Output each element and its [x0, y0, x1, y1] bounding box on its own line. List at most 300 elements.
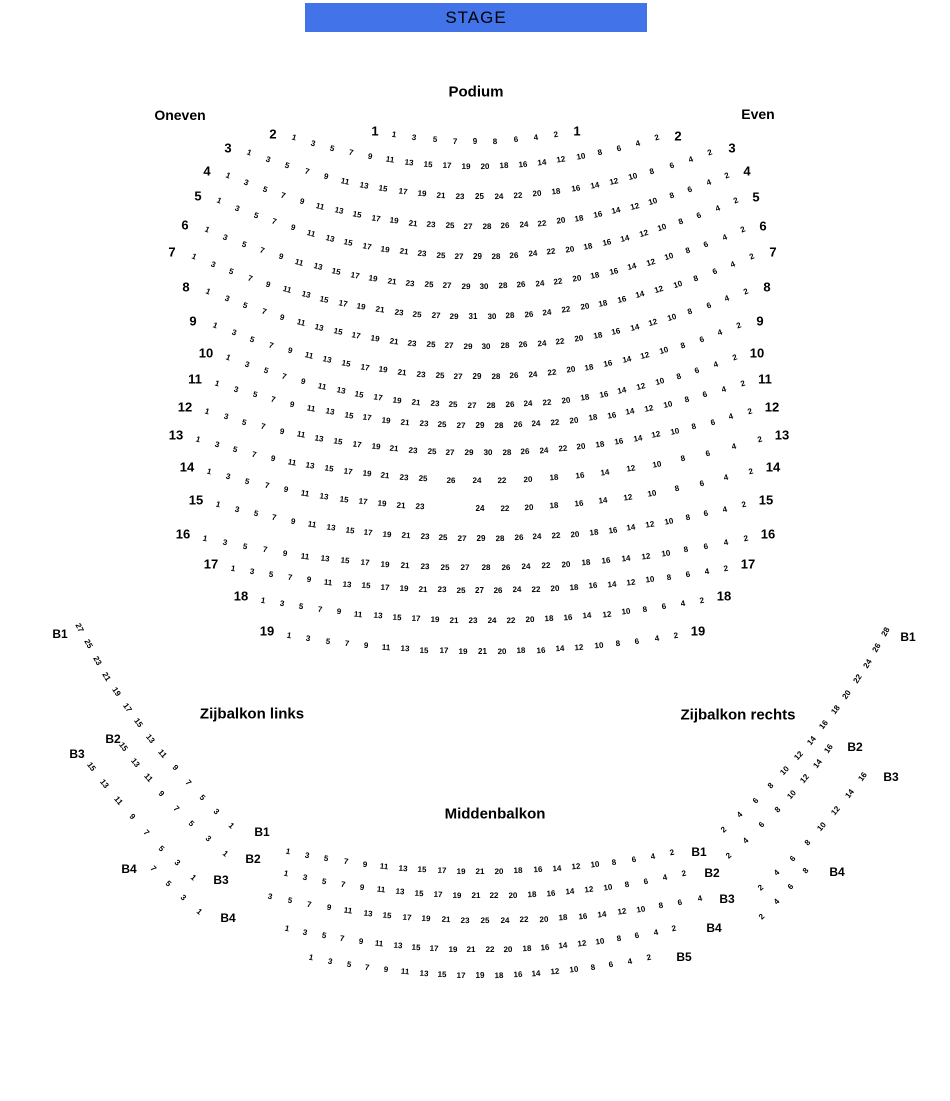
seat[interactable]: 6 [634, 636, 641, 647]
seat[interactable]: 23 [90, 654, 104, 667]
seat[interactable]: 4 [627, 956, 634, 967]
seat[interactable]: 7 [246, 273, 254, 284]
seat[interactable]: 4 [716, 327, 724, 338]
seat[interactable]: 24 [512, 585, 522, 595]
seat[interactable]: 24 [528, 369, 538, 380]
seat[interactable]: 22 [851, 672, 864, 686]
seat[interactable]: 12 [576, 938, 587, 949]
seat[interactable]: 18 [513, 866, 523, 876]
seat[interactable]: 28 [501, 447, 512, 457]
seat[interactable]: 20 [523, 474, 533, 484]
seat[interactable]: 17 [349, 269, 361, 281]
seat[interactable]: 24 [518, 219, 529, 230]
seat[interactable]: 15 [338, 494, 349, 505]
seat[interactable]: 19 [110, 685, 124, 699]
seat[interactable]: 4 [712, 359, 720, 370]
seat[interactable]: 15 [378, 183, 389, 195]
seat[interactable]: 17 [429, 943, 440, 954]
seat[interactable]: 7 [141, 828, 152, 838]
seat[interactable]: 6 [702, 541, 709, 552]
seat[interactable]: 6 [703, 508, 710, 519]
seat[interactable]: 8 [611, 857, 618, 868]
seat[interactable]: 6 [634, 930, 641, 941]
seat[interactable]: 21 [397, 367, 408, 378]
seat[interactable]: 2 [756, 434, 764, 445]
seat[interactable]: 18 [516, 646, 526, 656]
seat[interactable]: 14 [632, 433, 643, 444]
seat[interactable]: 3 [266, 891, 274, 902]
seat[interactable]: 5 [252, 210, 260, 221]
seat[interactable]: 20 [573, 333, 585, 344]
seat[interactable]: 7 [344, 638, 350, 649]
seat[interactable]: 11 [156, 747, 169, 760]
seat[interactable]: 6 [693, 365, 701, 376]
seat[interactable]: 10 [595, 936, 606, 947]
seat[interactable]: 5 [431, 135, 438, 145]
seat[interactable]: 18 [587, 412, 598, 423]
seat[interactable]: 7 [348, 148, 355, 158]
seat[interactable]: 14 [589, 180, 600, 191]
seat[interactable]: 4 [634, 138, 642, 149]
seat[interactable]: 2 [724, 850, 734, 861]
seat[interactable]: 18 [592, 330, 603, 341]
seat[interactable]: 12 [584, 884, 595, 895]
seat[interactable]: 11 [340, 176, 351, 187]
seat[interactable]: 23 [426, 219, 437, 230]
seat[interactable]: 2 [698, 595, 705, 606]
seat[interactable]: 1 [285, 846, 292, 857]
seat[interactable]: 1 [260, 595, 267, 606]
seat[interactable]: 10 [654, 376, 666, 388]
seat[interactable]: 24 [487, 615, 497, 625]
seat[interactable]: 10 [620, 606, 631, 617]
seat[interactable]: 23 [436, 585, 447, 595]
seat[interactable]: 3 [209, 259, 217, 270]
seat[interactable]: 20 [560, 395, 571, 406]
seat[interactable]: 20 [494, 866, 504, 876]
seat[interactable]: 3 [221, 232, 230, 243]
seat[interactable]: 11 [379, 861, 389, 872]
seat[interactable]: 3 [264, 154, 272, 165]
seat[interactable]: 6 [701, 389, 709, 400]
seat[interactable]: 23 [407, 338, 417, 349]
seat[interactable]: 9 [362, 859, 368, 869]
seat[interactable]: 16 [601, 237, 612, 248]
seat[interactable]: 16 [573, 498, 584, 509]
seat[interactable]: 2 [747, 466, 755, 477]
seat[interactable]: 12 [639, 349, 651, 361]
seat[interactable]: 18 [549, 472, 559, 483]
seat[interactable]: 1 [224, 170, 232, 181]
seat[interactable]: 4 [741, 835, 751, 846]
seat[interactable]: 8 [624, 879, 630, 890]
seat[interactable]: 10 [590, 859, 601, 870]
seat[interactable]: 6 [686, 184, 694, 195]
seat[interactable]: 1 [194, 906, 204, 917]
seat[interactable]: 3 [242, 177, 251, 188]
seat[interactable]: 12 [791, 749, 805, 762]
seat[interactable]: 27 [456, 420, 466, 430]
seat[interactable]: 5 [320, 876, 327, 886]
seat[interactable]: 11 [300, 550, 311, 562]
seat[interactable]: 16 [512, 969, 523, 980]
seat[interactable]: 2 [719, 824, 729, 835]
seat[interactable]: 14 [600, 467, 611, 478]
seat[interactable]: 17 [442, 161, 452, 171]
seat[interactable]: 13 [305, 460, 316, 471]
seat[interactable]: 17 [351, 439, 362, 450]
seat[interactable]: 24 [494, 191, 504, 201]
seat[interactable]: 23 [408, 445, 418, 455]
seat[interactable]: 7 [452, 136, 458, 146]
seat[interactable]: 8 [492, 136, 498, 146]
seat[interactable]: 6 [677, 897, 684, 908]
seat[interactable]: 8 [641, 604, 648, 615]
seat[interactable]: 4 [687, 154, 695, 165]
seat[interactable]: 23 [415, 501, 426, 512]
seat[interactable]: 18 [569, 582, 580, 593]
seat[interactable]: 15 [132, 716, 145, 730]
seat[interactable]: 18 [580, 557, 591, 568]
seat[interactable]: 13 [359, 180, 370, 191]
seat[interactable]: 30 [487, 311, 497, 321]
seat[interactable]: 4 [722, 537, 729, 548]
seat[interactable]: 9 [289, 399, 296, 409]
seat[interactable]: 23 [399, 472, 409, 483]
seat[interactable]: 4 [771, 868, 782, 878]
seat[interactable]: 15 [324, 463, 335, 474]
seat[interactable]: 8 [589, 962, 596, 973]
seat[interactable]: 7 [267, 340, 275, 350]
seat[interactable]: 16 [535, 645, 546, 655]
seat[interactable]: 15 [344, 524, 355, 536]
seat[interactable]: 24 [542, 307, 553, 318]
seat[interactable]: 15 [333, 436, 344, 447]
seat[interactable]: 24 [537, 338, 547, 349]
seat[interactable]: 13 [398, 863, 409, 874]
seat[interactable]: 24 [527, 249, 538, 259]
seat[interactable]: 7 [260, 421, 267, 432]
seat[interactable]: 1 [391, 129, 398, 140]
seat[interactable]: 7 [280, 190, 288, 201]
seat[interactable]: 24 [539, 445, 549, 455]
seat[interactable]: 11 [353, 609, 364, 620]
seat[interactable]: 4 [704, 177, 713, 188]
seat[interactable]: 14 [621, 354, 632, 366]
seat[interactable]: 4 [649, 851, 656, 861]
seat[interactable]: 2 [746, 406, 754, 417]
seat[interactable]: 19 [369, 333, 381, 344]
seat[interactable]: 8 [675, 371, 682, 382]
seat[interactable]: 7 [260, 306, 268, 317]
seat[interactable]: 16 [577, 911, 588, 922]
seat[interactable]: 16 [817, 718, 831, 732]
seat[interactable]: 18 [499, 161, 509, 171]
seat[interactable]: 26 [500, 562, 511, 572]
seat[interactable]: 16 [574, 470, 585, 481]
seat[interactable]: 4 [735, 810, 745, 820]
seat[interactable]: 21 [441, 914, 451, 925]
seat[interactable]: 11 [306, 227, 317, 239]
seat[interactable]: 4 [653, 633, 660, 644]
seat[interactable]: 25 [438, 533, 449, 543]
seat[interactable]: 8 [673, 484, 681, 494]
seat[interactable]: 21 [466, 944, 476, 954]
seat[interactable]: 10 [778, 764, 791, 777]
seat[interactable]: 18 [588, 527, 599, 538]
seat[interactable]: 15 [85, 760, 98, 773]
seat[interactable]: 17 [351, 330, 362, 341]
seat[interactable]: 26 [516, 279, 526, 290]
seat[interactable]: 10 [662, 398, 674, 410]
seat[interactable]: 13 [144, 731, 157, 745]
seat[interactable]: 12 [653, 284, 665, 296]
seat[interactable]: 28 [481, 562, 491, 572]
seat[interactable]: 12 [644, 256, 656, 268]
seat[interactable]: 14 [634, 289, 646, 301]
seat[interactable]: 23 [460, 915, 471, 925]
seat[interactable]: 2 [740, 499, 748, 510]
seat[interactable]: 8 [765, 780, 776, 791]
seat[interactable]: 11 [374, 938, 384, 949]
seat[interactable]: 20 [525, 614, 535, 625]
seat[interactable]: 18 [544, 613, 554, 624]
seat[interactable]: 14 [607, 579, 618, 590]
seat[interactable]: 27 [453, 371, 463, 381]
seat[interactable]: 21 [407, 218, 418, 229]
seat[interactable]: 16 [616, 294, 628, 305]
seat[interactable]: 12 [829, 804, 843, 817]
seat[interactable]: 14 [610, 205, 622, 217]
seat[interactable]: 9 [156, 788, 167, 798]
seat[interactable]: 10 [663, 251, 675, 263]
seat[interactable]: 2 [742, 286, 750, 297]
seat[interactable]: 16 [856, 770, 869, 783]
seat[interactable]: 6 [709, 417, 716, 427]
seat[interactable]: 8 [615, 933, 622, 944]
seat[interactable]: 10 [627, 171, 639, 183]
seat[interactable]: 1 [205, 466, 213, 477]
seat[interactable]: 14 [565, 886, 576, 897]
seat[interactable]: 22 [555, 336, 566, 347]
seat[interactable]: 2 [653, 132, 661, 143]
seat[interactable]: 15 [411, 942, 421, 952]
seat[interactable]: 12 [622, 492, 633, 503]
seat[interactable]: 10 [568, 964, 579, 975]
seat[interactable]: 13 [324, 406, 335, 418]
seat[interactable]: 19 [398, 583, 409, 594]
seat[interactable]: 16 [613, 436, 624, 447]
seat[interactable]: 8 [679, 340, 687, 350]
seat[interactable]: 12 [644, 519, 656, 530]
seat[interactable]: 28 [486, 400, 496, 410]
seat[interactable]: 28 [505, 310, 515, 321]
seat[interactable]: 4 [704, 566, 710, 577]
seat[interactable]: 19 [380, 559, 391, 570]
seat[interactable]: 20 [571, 273, 582, 284]
seat[interactable]: 15 [413, 888, 424, 898]
seat[interactable]: 15 [360, 580, 371, 591]
seat[interactable]: 8 [676, 216, 684, 227]
seat[interactable]: 25 [425, 340, 436, 350]
seat[interactable]: 26 [493, 585, 503, 595]
seat[interactable]: 8 [666, 572, 672, 583]
seat[interactable]: 3 [233, 203, 242, 214]
seat[interactable]: 21 [400, 560, 411, 571]
seat[interactable]: 15 [340, 358, 352, 370]
seat[interactable]: 11 [323, 577, 333, 588]
seat[interactable]: 13 [394, 886, 405, 897]
seat[interactable]: 1 [286, 630, 293, 641]
seat[interactable]: 29 [473, 252, 482, 261]
seat[interactable]: 11 [141, 771, 155, 784]
seat[interactable]: 25 [418, 474, 428, 484]
seat[interactable]: 22 [531, 584, 541, 595]
seat[interactable]: 25 [445, 221, 455, 231]
seat[interactable]: 17 [411, 613, 421, 624]
seat[interactable]: 2 [756, 882, 766, 893]
seat[interactable]: 2 [723, 170, 731, 181]
seat[interactable]: 12 [798, 772, 812, 786]
seat[interactable]: 6 [695, 210, 703, 221]
seat[interactable]: 20 [576, 441, 587, 452]
seat[interactable]: 20 [840, 688, 854, 701]
seat[interactable]: 22 [546, 246, 557, 257]
seat[interactable]: 20 [550, 583, 561, 594]
seat[interactable]: 14 [551, 863, 562, 874]
seat[interactable]: 13 [341, 579, 352, 590]
seat[interactable]: 9 [278, 426, 286, 436]
seat[interactable]: 4 [652, 927, 659, 938]
seat[interactable]: 23 [405, 278, 416, 289]
seat[interactable]: 2 [747, 251, 756, 262]
seat[interactable]: 17 [379, 582, 390, 593]
seat[interactable]: 12 [574, 642, 585, 653]
seat[interactable]: 18 [558, 912, 568, 923]
seat[interactable]: 1 [224, 352, 232, 363]
seat[interactable]: 3 [211, 806, 222, 817]
seat[interactable]: 19 [475, 971, 485, 980]
seat[interactable]: 22 [513, 190, 523, 201]
seat[interactable]: 9 [472, 137, 478, 146]
seat[interactable]: 9 [336, 607, 343, 617]
seat[interactable]: 24 [861, 657, 874, 670]
seat[interactable]: 12 [651, 429, 662, 441]
seat[interactable]: 15 [343, 237, 354, 248]
seat[interactable]: 28 [494, 420, 504, 430]
seat[interactable]: 11 [303, 350, 314, 361]
seat[interactable]: 27 [463, 221, 473, 231]
seat[interactable]: 5 [286, 895, 293, 906]
seat[interactable]: 8 [683, 394, 690, 405]
seat[interactable]: 1 [194, 434, 202, 445]
seat[interactable]: 14 [629, 322, 640, 334]
seat[interactable]: 1 [220, 848, 230, 859]
seat[interactable]: 15 [354, 389, 365, 400]
seat[interactable]: 5 [262, 365, 270, 376]
seat[interactable]: 8 [690, 421, 697, 432]
seat[interactable]: 14 [625, 406, 636, 418]
seat[interactable]: 4 [713, 203, 722, 214]
seat[interactable]: 2 [645, 952, 653, 963]
seat[interactable]: 9 [325, 902, 332, 913]
seat[interactable]: 19 [382, 529, 392, 540]
seat[interactable]: 6 [667, 160, 675, 171]
seat[interactable]: 1 [204, 286, 212, 297]
seat[interactable]: 24 [534, 278, 545, 289]
seat[interactable]: 6 [512, 135, 519, 145]
seat[interactable]: 11 [381, 642, 391, 653]
seat[interactable]: 11 [281, 284, 293, 296]
seat[interactable]: 9 [278, 312, 286, 323]
seat[interactable]: 17 [342, 466, 353, 477]
seat[interactable]: 9 [282, 548, 289, 558]
seat[interactable]: 28 [491, 251, 501, 261]
seat[interactable]: 21 [396, 500, 406, 511]
seat[interactable]: 7 [262, 545, 269, 555]
seat[interactable]: 4 [720, 384, 728, 395]
seat[interactable]: 1 [230, 563, 237, 574]
seat[interactable]: 1 [211, 320, 219, 331]
seat[interactable]: 26 [509, 370, 520, 381]
seat[interactable]: 5 [324, 636, 331, 647]
seat[interactable]: 12 [601, 609, 612, 620]
seat[interactable]: 10 [656, 222, 668, 234]
seat[interactable]: 19 [377, 498, 387, 509]
seat[interactable]: 6 [702, 239, 710, 250]
seat[interactable]: 12 [556, 154, 567, 166]
seat[interactable]: 9 [269, 453, 277, 464]
seat[interactable]: 10 [669, 425, 681, 437]
seat[interactable]: 27 [431, 310, 441, 321]
seat[interactable]: 13 [324, 232, 336, 244]
seat[interactable]: 14 [626, 522, 637, 533]
seat[interactable]: 14 [598, 495, 609, 506]
seat[interactable]: 20 [480, 161, 490, 171]
seat[interactable]: 22 [537, 218, 548, 229]
seat[interactable]: 9 [289, 222, 297, 233]
seat[interactable]: 19 [361, 468, 372, 479]
seat[interactable]: 28 [498, 281, 508, 291]
seat[interactable]: 18 [527, 889, 538, 899]
seat[interactable]: 22 [551, 530, 561, 541]
seat[interactable]: 13 [418, 968, 429, 979]
seat[interactable]: 29 [472, 372, 482, 381]
seat[interactable]: 2 [552, 129, 559, 140]
seat[interactable]: 29 [476, 534, 486, 543]
seat[interactable]: 21 [417, 584, 428, 595]
seat[interactable]: 29 [464, 447, 474, 457]
seat[interactable]: 22 [542, 397, 553, 408]
seat[interactable]: 2 [739, 378, 747, 389]
seat[interactable]: 22 [560, 304, 571, 315]
seat[interactable]: 8 [772, 804, 783, 815]
seat[interactable]: 21 [389, 443, 400, 454]
seat[interactable]: 1 [213, 378, 221, 389]
seat[interactable]: 20 [503, 944, 513, 954]
seat[interactable]: 7 [270, 394, 277, 405]
seat[interactable]: 21 [471, 890, 481, 900]
seat[interactable]: 16 [822, 742, 835, 755]
seat[interactable]: 4 [723, 293, 731, 304]
seat[interactable]: 9 [357, 936, 364, 947]
seat[interactable]: 14 [597, 909, 608, 920]
seat[interactable]: 19 [368, 273, 379, 284]
seat[interactable]: 14 [531, 968, 542, 979]
seat[interactable]: 2 [706, 147, 714, 158]
seat[interactable]: 5 [268, 569, 274, 580]
seat[interactable]: 24 [475, 504, 485, 513]
